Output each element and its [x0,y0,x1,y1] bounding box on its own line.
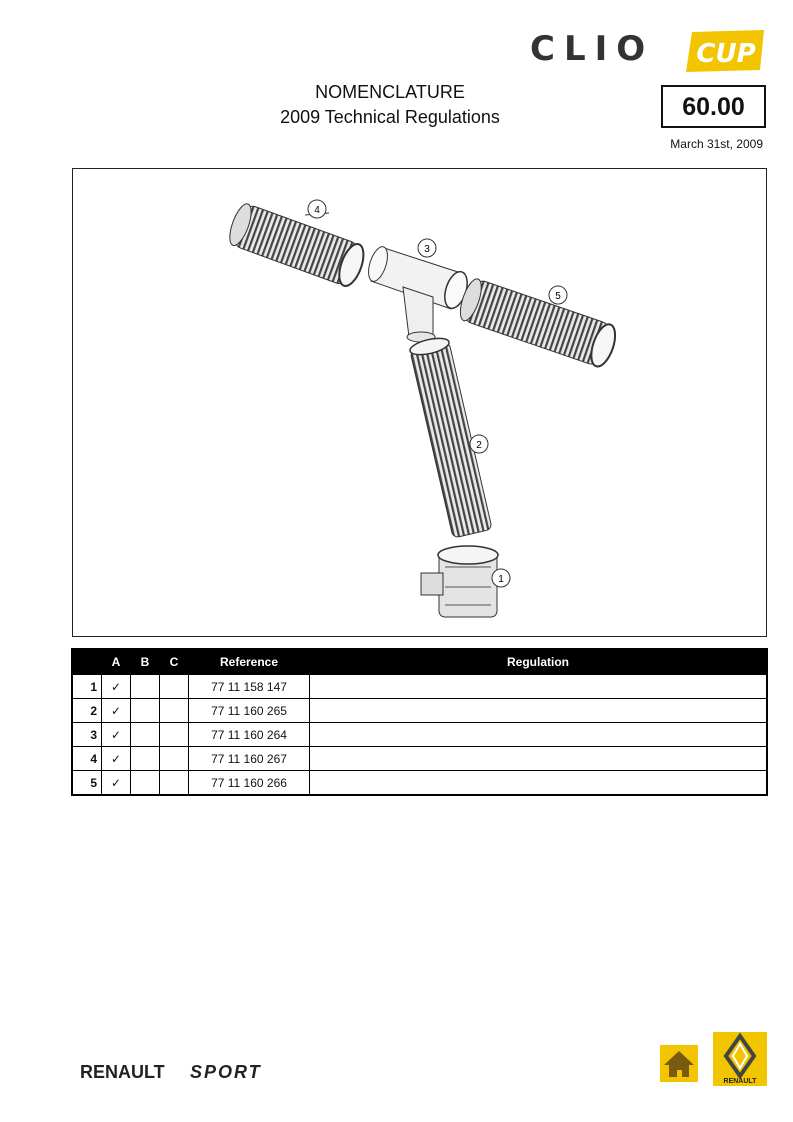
check-c [160,723,189,747]
header-a: A [102,649,131,675]
check-a: ✓ [102,699,131,723]
header-b: B [131,649,160,675]
row-number: 4 [72,747,102,771]
row-number: 1 [72,675,102,699]
check-c [160,699,189,723]
callout-3 [418,239,436,257]
parts-table [71,648,768,796]
svg-text:2: 2 [476,440,482,451]
reference-cell: 77 11 160 267 [189,747,310,771]
table-row [72,675,767,699]
header-c: C [160,649,189,675]
renault-diamond-icon [713,1032,767,1086]
document-title [200,80,580,130]
svg-text:5: 5 [555,291,561,302]
renault-sport-logo [80,1058,290,1084]
regulation-cell [310,771,768,796]
clio-logo-text: CLIO [530,29,655,69]
check-c [160,675,189,699]
check-b [131,723,160,747]
airflow-meter-part-1 [421,546,498,617]
callout-5 [549,286,567,304]
regulation-cell [310,699,768,723]
cup-badge-text: CUP [696,39,756,69]
renault-sport-text-right: SPORT [190,1062,262,1082]
svg-text:3: 3 [424,244,430,255]
reference-cell: 77 11 158 147 [189,675,310,699]
home-icon [660,1045,698,1082]
table-header-row [72,649,767,675]
reference-cell: 77 11 160 265 [189,699,310,723]
row-number: 2 [72,699,102,723]
exploded-view-figure [72,168,767,637]
table-row [72,699,767,723]
callout-4 [305,200,329,218]
t-connector-part-3 [365,244,472,342]
svg-text:4: 4 [314,205,320,216]
check-b [131,699,160,723]
header-regulation: Regulation [310,649,768,675]
row-number: 3 [72,723,102,747]
renault-badge-text: RENAULT [723,1078,757,1085]
svg-text:1: 1 [498,574,504,585]
check-a: ✓ [102,771,131,796]
home-button[interactable] [660,1045,698,1082]
regulation-cell [310,747,768,771]
check-b [131,771,160,796]
document-date: March 31st, 2009 [670,137,763,151]
check-a: ✓ [102,723,131,747]
check-a: ✓ [102,747,131,771]
title-nomenclature: NOMENCLATURE [315,82,465,102]
sheet-number-box: 60.00 [661,85,766,128]
check-c [160,771,189,796]
hose-part-4 [225,201,368,289]
table-row [72,771,767,796]
clio-cup-logo [530,26,766,76]
table-row [72,747,767,771]
title-regulations: 2009 Technical Regulations [280,107,500,127]
reference-cell: 77 11 160 264 [189,723,310,747]
header-index [72,649,102,675]
callout-2 [470,435,488,453]
regulation-cell [310,723,768,747]
check-b [131,747,160,771]
renault-sport-text-left: RENAULT [80,1062,165,1082]
check-c [160,747,189,771]
reference-cell: 77 11 160 266 [189,771,310,796]
row-number: 5 [72,771,102,796]
regulation-cell [310,675,768,699]
hose-part-5 [456,276,620,369]
header-reference: Reference [189,649,310,675]
check-b [131,675,160,699]
exploded-view-drawing [73,169,768,638]
check-a: ✓ [102,675,131,699]
table-row [72,723,767,747]
renault-logo [713,1032,767,1086]
callout-1 [492,569,510,587]
